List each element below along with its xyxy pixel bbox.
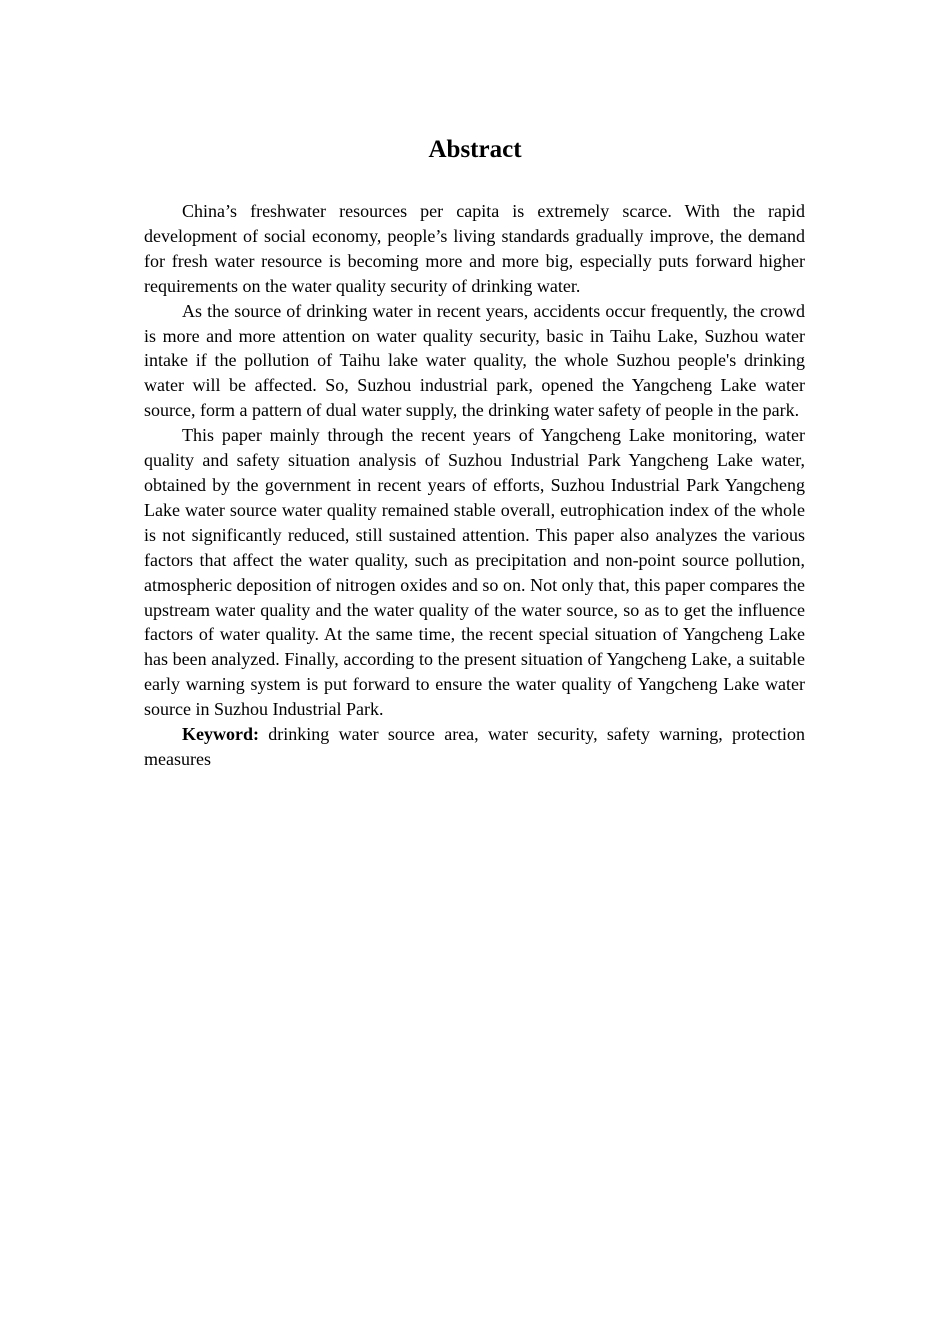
abstract-title: Abstract	[428, 136, 522, 163]
abstract-paragraph-1: China’s freshwater resources per capita is extremely scarce. With the rapid development of social economy, people’s living standards gradually improve, the demand for fresh water resource is becoming more and more big, especially puts forward higher requirements on the water quality security of drinking water.	[144, 201, 805, 296]
abstract-body	[144, 199, 805, 772]
abstract-paragraph-3: This paper mainly through the recent years of Yangcheng Lake monitoring, water quality and safety situation analysis of Suzhou Industrial Park Yangcheng Lake water, obtained by the government in recent years of efforts, Suzhou Industrial Park Yangcheng Lake water source water quality remained stable overall, eutrophication index of the whole is not significantly reduced, still sustained attention. This paper also analyzes the various factors that affect the water quality, such as precipitation and non-point source pollution, atmospheric deposition of nitrogen oxides and so on. Not only that, this paper compares the upstream water quality and the water quality of the water source, so as to get the influence factors of water quality. At the same time, the recent special situation of Yangcheng Lake has been analyzed. Finally, according to the present situation of Yangcheng Lake, a suitable early warning system is put forward to ensure the water quality of Yangcheng Lake water source in Suzhou Industrial Park.	[144, 425, 805, 720]
keywords-paragraph	[144, 722, 805, 772]
keywords-text: drinking water source area, water security, safety warning, protection measures	[144, 724, 805, 769]
abstract-paragraph-2: As the source of drinking water in recent years, accidents occur frequently, the crowd is more and more attention on water quality security, basic in Taihu Lake, Suzhou water intake if the pollution of Taihu lake water quality, the whole Suzhou people's drinking water will be affected. So, Suzhou industrial park, opened the Yangcheng Lake water source, form a pattern of dual water supply, the drinking water safety of people in the park.	[144, 300, 805, 421]
keywords-label: Keyword:	[182, 724, 259, 745]
